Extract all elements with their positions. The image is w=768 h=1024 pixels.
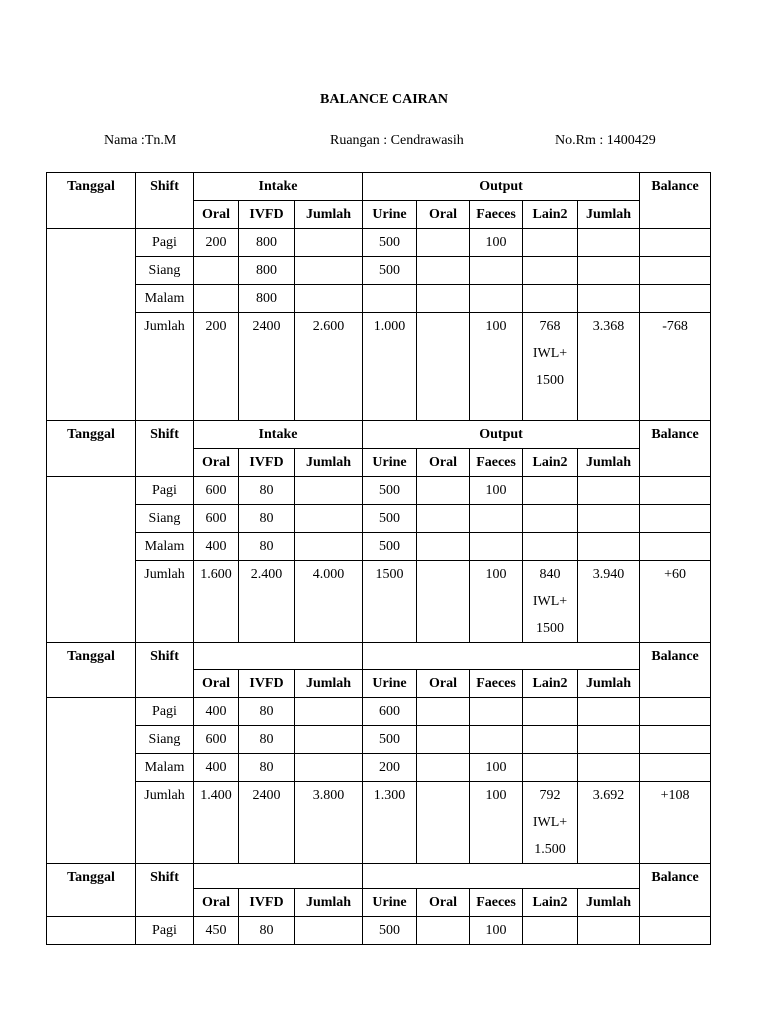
faeces-cell: [470, 533, 523, 561]
total-intake-cell: 4.000: [295, 561, 363, 643]
lain2-cell: [523, 505, 578, 533]
jumlah-intake-cell: [295, 477, 363, 505]
jumlah-intake-cell: [295, 726, 363, 754]
jumlah-intake-header: Jumlah: [295, 889, 363, 917]
jumlah-intake-header: Jumlah: [295, 670, 363, 698]
oral-intake-cell: 200: [194, 229, 239, 257]
jumlah-output-cell: [578, 505, 640, 533]
oral-intake-header: Oral: [194, 670, 239, 698]
ivfd-cell: 800: [239, 257, 295, 285]
tanggal-header: Tanggal: [47, 173, 136, 229]
urine-header: Urine: [363, 449, 417, 477]
urine-header: Urine: [363, 889, 417, 917]
total-faeces-cell: 100: [470, 313, 523, 421]
total-urine-cell: 1500: [363, 561, 417, 643]
document-title: BALANCE CAIRAN: [320, 92, 448, 107]
lain2-cell: [523, 917, 578, 945]
jumlah-output-cell: [578, 698, 640, 726]
total-ivfd-cell: 2.400: [239, 561, 295, 643]
total-ivfd-cell: 2400: [239, 313, 295, 421]
total-row: [47, 313, 711, 421]
lain2-cell: [523, 285, 578, 313]
shift-cell: Pagi: [136, 477, 194, 505]
urine-cell: 500: [363, 229, 417, 257]
oral-output-cell: [417, 917, 470, 945]
total-lain2-cell: [523, 313, 578, 421]
balance-cell: [640, 698, 711, 726]
lain2-line: IWL+: [532, 346, 568, 361]
lain2-line: 1500: [536, 621, 565, 636]
tanggal-cell: [47, 477, 136, 643]
jumlah-intake-header: Jumlah: [295, 449, 363, 477]
header-row-group: [47, 421, 711, 449]
faeces-cell: [470, 726, 523, 754]
jumlah-output-cell: [578, 477, 640, 505]
ivfd-cell: 80: [239, 754, 295, 782]
urine-header: Urine: [363, 201, 417, 229]
output-header: Output: [363, 421, 640, 449]
oral-output-cell: [417, 726, 470, 754]
jumlah-output-cell: [578, 285, 640, 313]
tanggal-cell: [47, 229, 136, 421]
ivfd-header: IVFD: [239, 201, 295, 229]
lain2-line: 768: [539, 319, 561, 334]
ivfd-cell: 80: [239, 505, 295, 533]
ivfd-header: IVFD: [239, 889, 295, 917]
faeces-header: Faeces: [470, 889, 523, 917]
ivfd-cell: 80: [239, 726, 295, 754]
total-faeces-cell: 100: [470, 782, 523, 864]
total-oral-intake-cell: 1.600: [194, 561, 239, 643]
ivfd-header: IVFD: [239, 670, 295, 698]
tanggal-cell: [47, 917, 136, 945]
table-row: [47, 257, 711, 285]
output-header: [363, 643, 640, 670]
faeces-cell: [470, 698, 523, 726]
table-row: [47, 505, 711, 533]
table-row: [47, 229, 711, 257]
total-label-cell: Jumlah: [136, 561, 194, 643]
total-intake-cell: 2.600: [295, 313, 363, 421]
lain2-cell: [523, 698, 578, 726]
lain2-line: IWL+: [532, 594, 568, 609]
shift-cell: Malam: [136, 533, 194, 561]
shift-cell: Malam: [136, 754, 194, 782]
urine-cell: 200: [363, 754, 417, 782]
oral-intake-cell: 450: [194, 917, 239, 945]
oral-output-header: Oral: [417, 449, 470, 477]
lain2-header: Lain2: [523, 889, 578, 917]
balance-cell: [640, 726, 711, 754]
shift-cell: Pagi: [136, 698, 194, 726]
table-row: [47, 726, 711, 754]
jumlah-intake-cell: [295, 754, 363, 782]
jumlah-output-cell: [578, 754, 640, 782]
shift-header: Shift: [136, 643, 194, 698]
intake-header: Intake: [194, 421, 363, 449]
balance-header: Balance: [640, 421, 711, 477]
total-output-cell: 3.692: [578, 782, 640, 864]
oral-output-header: Oral: [417, 201, 470, 229]
urine-cell: 500: [363, 533, 417, 561]
faeces-cell: [470, 505, 523, 533]
balance-cell: [640, 505, 711, 533]
urine-header: Urine: [363, 670, 417, 698]
faeces-cell: 100: [470, 754, 523, 782]
jumlah-intake-header: Jumlah: [295, 201, 363, 229]
jumlah-output-cell: [578, 726, 640, 754]
urine-cell: 500: [363, 477, 417, 505]
oral-intake-cell: [194, 257, 239, 285]
urine-cell: [363, 285, 417, 313]
faeces-header: Faeces: [470, 670, 523, 698]
jumlah-intake-cell: [295, 285, 363, 313]
intake-header: Intake: [194, 173, 363, 201]
table-row: [47, 477, 711, 505]
faeces-header: Faeces: [470, 449, 523, 477]
total-urine-cell: 1.000: [363, 313, 417, 421]
balance-value-cell: +60: [640, 561, 711, 643]
total-label-cell: Jumlah: [136, 782, 194, 864]
table-row: [47, 917, 711, 945]
balance-value-cell: +108: [640, 782, 711, 864]
oral-intake-cell: 600: [194, 726, 239, 754]
oral-intake-header: Oral: [194, 889, 239, 917]
oral-intake-cell: 600: [194, 477, 239, 505]
lain2-cell: [523, 754, 578, 782]
tanggal-cell: [47, 698, 136, 864]
shift-cell: Pagi: [136, 917, 194, 945]
fluid-balance-table: [46, 172, 711, 945]
oral-intake-header: Oral: [194, 201, 239, 229]
total-oral-intake-cell: 200: [194, 313, 239, 421]
oral-intake-header: Oral: [194, 449, 239, 477]
total-faeces-cell: 100: [470, 561, 523, 643]
oral-output-cell: [417, 505, 470, 533]
patient-room: Ruangan : Cendrawasih: [330, 133, 464, 148]
balance-header: Balance: [640, 864, 711, 917]
jumlah-output-header: Jumlah: [578, 889, 640, 917]
lain2-header: Lain2: [523, 201, 578, 229]
jumlah-output-cell: [578, 257, 640, 285]
faeces-header: Faeces: [470, 201, 523, 229]
ivfd-cell: 80: [239, 477, 295, 505]
jumlah-intake-cell: [295, 257, 363, 285]
shift-cell: Siang: [136, 726, 194, 754]
lain2-line: 1.500: [534, 842, 566, 857]
total-output-cell: 3.368: [578, 313, 640, 421]
balance-cell: [640, 229, 711, 257]
header-row-group: [47, 864, 711, 889]
oral-output-header: Oral: [417, 670, 470, 698]
balance-header: Balance: [640, 643, 711, 698]
total-oral-output-cell: [417, 313, 470, 421]
tanggal-header: Tanggal: [47, 643, 136, 698]
total-ivfd-cell: 2400: [239, 782, 295, 864]
balance-value-cell: -768: [640, 313, 711, 421]
oral-output-cell: [417, 698, 470, 726]
shift-cell: Siang: [136, 257, 194, 285]
lain2-line: 792: [539, 788, 561, 803]
oral-output-cell: [417, 477, 470, 505]
shift-cell: Malam: [136, 285, 194, 313]
oral-output-header: Oral: [417, 889, 470, 917]
lain2-cell: [523, 726, 578, 754]
jumlah-output-header: Jumlah: [578, 201, 640, 229]
faeces-cell: [470, 257, 523, 285]
urine-cell: 600: [363, 698, 417, 726]
output-header: Output: [363, 173, 640, 201]
balance-cell: [640, 754, 711, 782]
total-oral-output-cell: [417, 782, 470, 864]
total-oral-output-cell: [417, 561, 470, 643]
table-row: [47, 285, 711, 313]
balance-cell: [640, 917, 711, 945]
patient-record-number: No.Rm : 1400429: [555, 133, 656, 148]
header-row-group: [47, 643, 711, 670]
tanggal-header: Tanggal: [47, 421, 136, 477]
total-lain2-cell: [523, 561, 578, 643]
total-urine-cell: 1.300: [363, 782, 417, 864]
jumlah-output-header: Jumlah: [578, 449, 640, 477]
shift-header: Shift: [136, 864, 194, 917]
ivfd-cell: 800: [239, 285, 295, 313]
lain2-cell: [523, 533, 578, 561]
jumlah-intake-cell: [295, 698, 363, 726]
oral-intake-cell: 400: [194, 533, 239, 561]
intake-header: [194, 643, 363, 670]
table-row: [47, 754, 711, 782]
oral-intake-cell: 600: [194, 505, 239, 533]
oral-output-cell: [417, 285, 470, 313]
lain2-header: Lain2: [523, 449, 578, 477]
lain2-line: IWL+: [532, 815, 568, 830]
jumlah-intake-cell: [295, 505, 363, 533]
intake-header: [194, 864, 363, 889]
jumlah-output-cell: [578, 917, 640, 945]
oral-intake-cell: [194, 285, 239, 313]
urine-cell: 500: [363, 257, 417, 285]
urine-cell: 500: [363, 505, 417, 533]
total-output-cell: 3.940: [578, 561, 640, 643]
total-row: [47, 782, 711, 864]
ivfd-cell: 80: [239, 917, 295, 945]
tanggal-header: Tanggal: [47, 864, 136, 917]
total-oral-intake-cell: 1.400: [194, 782, 239, 864]
total-intake-cell: 3.800: [295, 782, 363, 864]
total-row: [47, 561, 711, 643]
jumlah-intake-cell: [295, 229, 363, 257]
header-row-group: [47, 173, 711, 201]
balance-cell: [640, 533, 711, 561]
urine-cell: 500: [363, 726, 417, 754]
lain2-header: Lain2: [523, 670, 578, 698]
urine-cell: 500: [363, 917, 417, 945]
balance-header: Balance: [640, 173, 711, 229]
faeces-cell: 100: [470, 229, 523, 257]
jumlah-output-header: Jumlah: [578, 670, 640, 698]
lain2-cell: [523, 257, 578, 285]
jumlah-output-cell: [578, 229, 640, 257]
faeces-cell: 100: [470, 917, 523, 945]
lain2-line: 1500: [536, 373, 565, 388]
balance-cell: [640, 477, 711, 505]
total-label-cell: Jumlah: [136, 313, 194, 421]
ivfd-cell: 80: [239, 698, 295, 726]
jumlah-intake-cell: [295, 917, 363, 945]
faeces-cell: 100: [470, 477, 523, 505]
output-header: [363, 864, 640, 889]
lain2-cell: [523, 229, 578, 257]
oral-output-cell: [417, 257, 470, 285]
shift-cell: Siang: [136, 505, 194, 533]
faeces-cell: [470, 285, 523, 313]
oral-output-cell: [417, 533, 470, 561]
ivfd-header: IVFD: [239, 449, 295, 477]
oral-intake-cell: 400: [194, 754, 239, 782]
jumlah-output-cell: [578, 533, 640, 561]
oral-output-cell: [417, 229, 470, 257]
shift-cell: Pagi: [136, 229, 194, 257]
lain2-cell: [523, 477, 578, 505]
balance-cell: [640, 257, 711, 285]
shift-header: Shift: [136, 421, 194, 477]
ivfd-cell: 800: [239, 229, 295, 257]
jumlah-intake-cell: [295, 533, 363, 561]
lain2-line: 840: [539, 567, 561, 582]
balance-cell: [640, 285, 711, 313]
oral-output-cell: [417, 754, 470, 782]
total-lain2-cell: [523, 782, 578, 864]
patient-name: Nama :Tn.M: [104, 133, 177, 148]
shift-header: Shift: [136, 173, 194, 229]
ivfd-cell: 80: [239, 533, 295, 561]
oral-intake-cell: 400: [194, 698, 239, 726]
table-row: [47, 533, 711, 561]
table-row: [47, 698, 711, 726]
